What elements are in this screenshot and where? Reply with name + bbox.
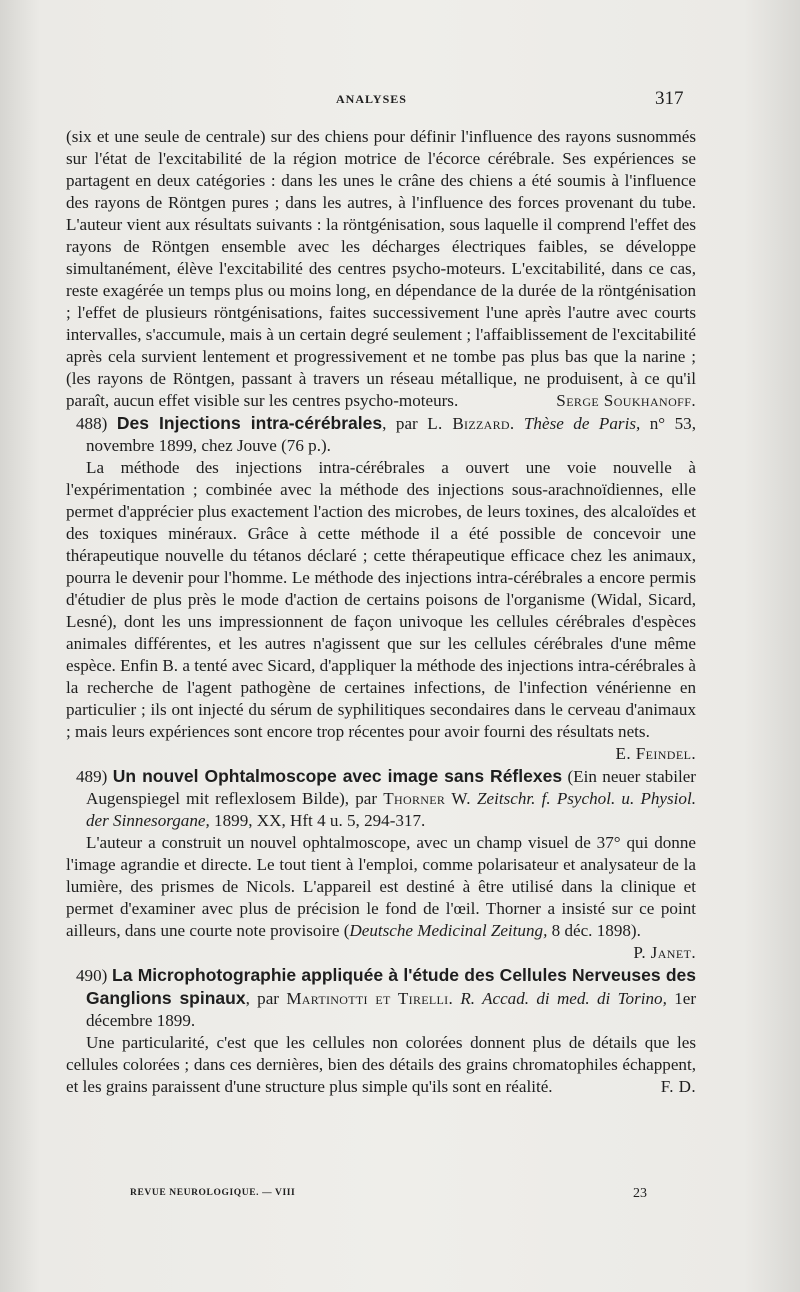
continued-signature: Serge Soukhanoff. [556,391,696,410]
entry-number: 489) [76,767,108,786]
entry-byline: , par [245,989,279,1008]
entry-text: La méthode des injections intra-cérébrales a ouvert une voie nouvelle à l'expérimentation ; combinée avec la méthode des injections sous-arachnoïdiennes, elle permet d'apprécier plus exactement l'action des microbes, de leurs toxines, des alcaloïdes et des toxiques minéraux. Grâce à cette méthode il a été possible de concevoir une thérapeutique nouvelle du tétanos déclaré ; cette thérapeutique efficace chez les animaux, pourra le devenir pour l'homme. Le méthode des injections intra-cérébrales a encore permis d'étudier de plus près le mode d'action de certains poisons de l'organisme (Widal, Sicard, Lesné), dont les uns impressionnent de façon univoque les cellules cérébrales d'espèces animales différentes, et les autres n'agissent que sur les cellules cérébrales d'une même espèce. Enfin B. a tenté avec Sicard, d'appliquer la méthode des injections intra-cérébrales à la recherche de l'agent pathogène de certaines infections, de l'infection vénérienne en particulier ; ils ont injecté du sérum de syphilitiques secondaires dans le cerveau d'animaux ; mais leurs expériences sont encore trop récentes pour avoir fourni des résultats nets. [66,458,696,741]
continued-text: (six et une seule de centrale) sur des chiens pour définir l'influence des rayons susnommés sur l'état de l'excitabilité de la région motrice de l'écorce cérébrale. Ses expériences se partagent en deux catégories : dans les unes le crâne des chiens a été soumis à l'influence des rayons de Röntgen pures ; dans les autres, à l'influence des forces provenant du tube. L'auteur vient aux résultats suivants : la röntgénisation, sous laquelle il comprend l'effet des rayons de Röntgen ensemble avec les décharges électriques faibles, se développe simultanément, élève l'excitabilité des centres psycho-moteurs. L'excitabilité, dans ce cas, reste exagérée un temps plus ou moins long, en dépendance de la durée de la röntgénisation ; l'effet de plusieurs röntgénisations, faites successivement l'une après l'autre avec courts intervalles, s'accumule, mais à un certain degré seulement ; l'affaiblissement de l'excitabilité après cela survient lentement et progressivement et ne tombe pas plus bas que la narine ; (les rayons de Röntgen, passant à travers un réseau métallique, ne produisent, à ce qu'il paraît, aucun effet visible sur les centres psycho-moteurs. [66,127,696,410]
entry-text: L'auteur a construit un nouvel ophtalmoscope, avec un champ visuel de 37° qui donne l'image agrandie et directe. Le tout tient à l'emploi, comme polarisateur et analysateur de la lumière, des prismes de Nicols. L'appareil est destiné à être utilisé dans la clinique et permet d'examiner avec plus de précision le fond de l'œil. Thorner a insisté sur ce point ailleurs, dans une courte note provisoire ( [66,833,696,940]
entry-number: 490) [76,966,108,985]
entry-source: Thèse de Paris, [523,414,641,433]
entry-signature: F. D. [660,1077,696,1096]
entry-489-abstract [66,832,696,962]
entry-source-details: 1er décembre 1899. [86,989,697,1030]
running-head [0,88,800,112]
entry-byline: (Ein neuer stabiler Augenspiegel mit reflexlosem Bilde), par [86,767,696,808]
journal-footer: REVUE NEUROLOGIQUE. — VIII [130,1188,296,1198]
entry-author: Martinotti et Tirelli. [286,989,454,1008]
entry-488-heading [66,412,696,457]
entry-signature: E. Feindel. [615,744,696,763]
entry-signature: P. Janet. [633,943,696,962]
entry-author: L. Bizzard. [427,414,515,433]
entry-byline: , par [382,414,418,433]
entry-source-details: n° 53, novembre 1899, chez Jouve (76 p.). [86,414,696,455]
entry-489-heading [66,765,696,832]
entry-text-citation: Deutsche Medicinal Zeitung, [349,921,548,940]
entry-number: 488) [76,414,108,433]
signature-mark: 23 [633,1186,647,1201]
page-number: 317 [655,88,684,109]
entry-text: Une particularité, c'est que les cellules non colorées donnent plus de détails que les cellules colorées ; dans ces dernières, bien des détails des grains chromatophiles échappent, et les grains paraissent d'une structure plus simple qu'ils sont en réalité. [66,1033,696,1096]
entry-author: Thorner W. [383,789,471,808]
running-title: ANALYSES [336,92,407,106]
entry-488-abstract [66,457,696,763]
entry-source: Zeitschr. f. Psychol. u. Physiol. der Sinnesorgane, [86,789,696,830]
entry-490-abstract [66,1032,696,1098]
continued-abstract [66,126,696,412]
entry-title: Des Injections intra-cérébrales [116,413,383,433]
page-body [66,126,696,1098]
entry-source: R. Accad. di med. di Torino, [460,989,667,1008]
entry-490-heading [66,964,696,1032]
entry-text-end: 8 déc. 1898). [547,921,641,940]
entry-title: Un nouvel Ophtalmoscope avec image sans Réflexes [112,766,563,786]
entry-title: La Microphotographie appliquée à l'étude des Cellules Nerveuses des Ganglions spinaux [86,965,696,1008]
page-footer [0,1186,800,1206]
entry-source-details: 1899, XX, Hft 4 u. 5, 294-317. [214,811,426,830]
